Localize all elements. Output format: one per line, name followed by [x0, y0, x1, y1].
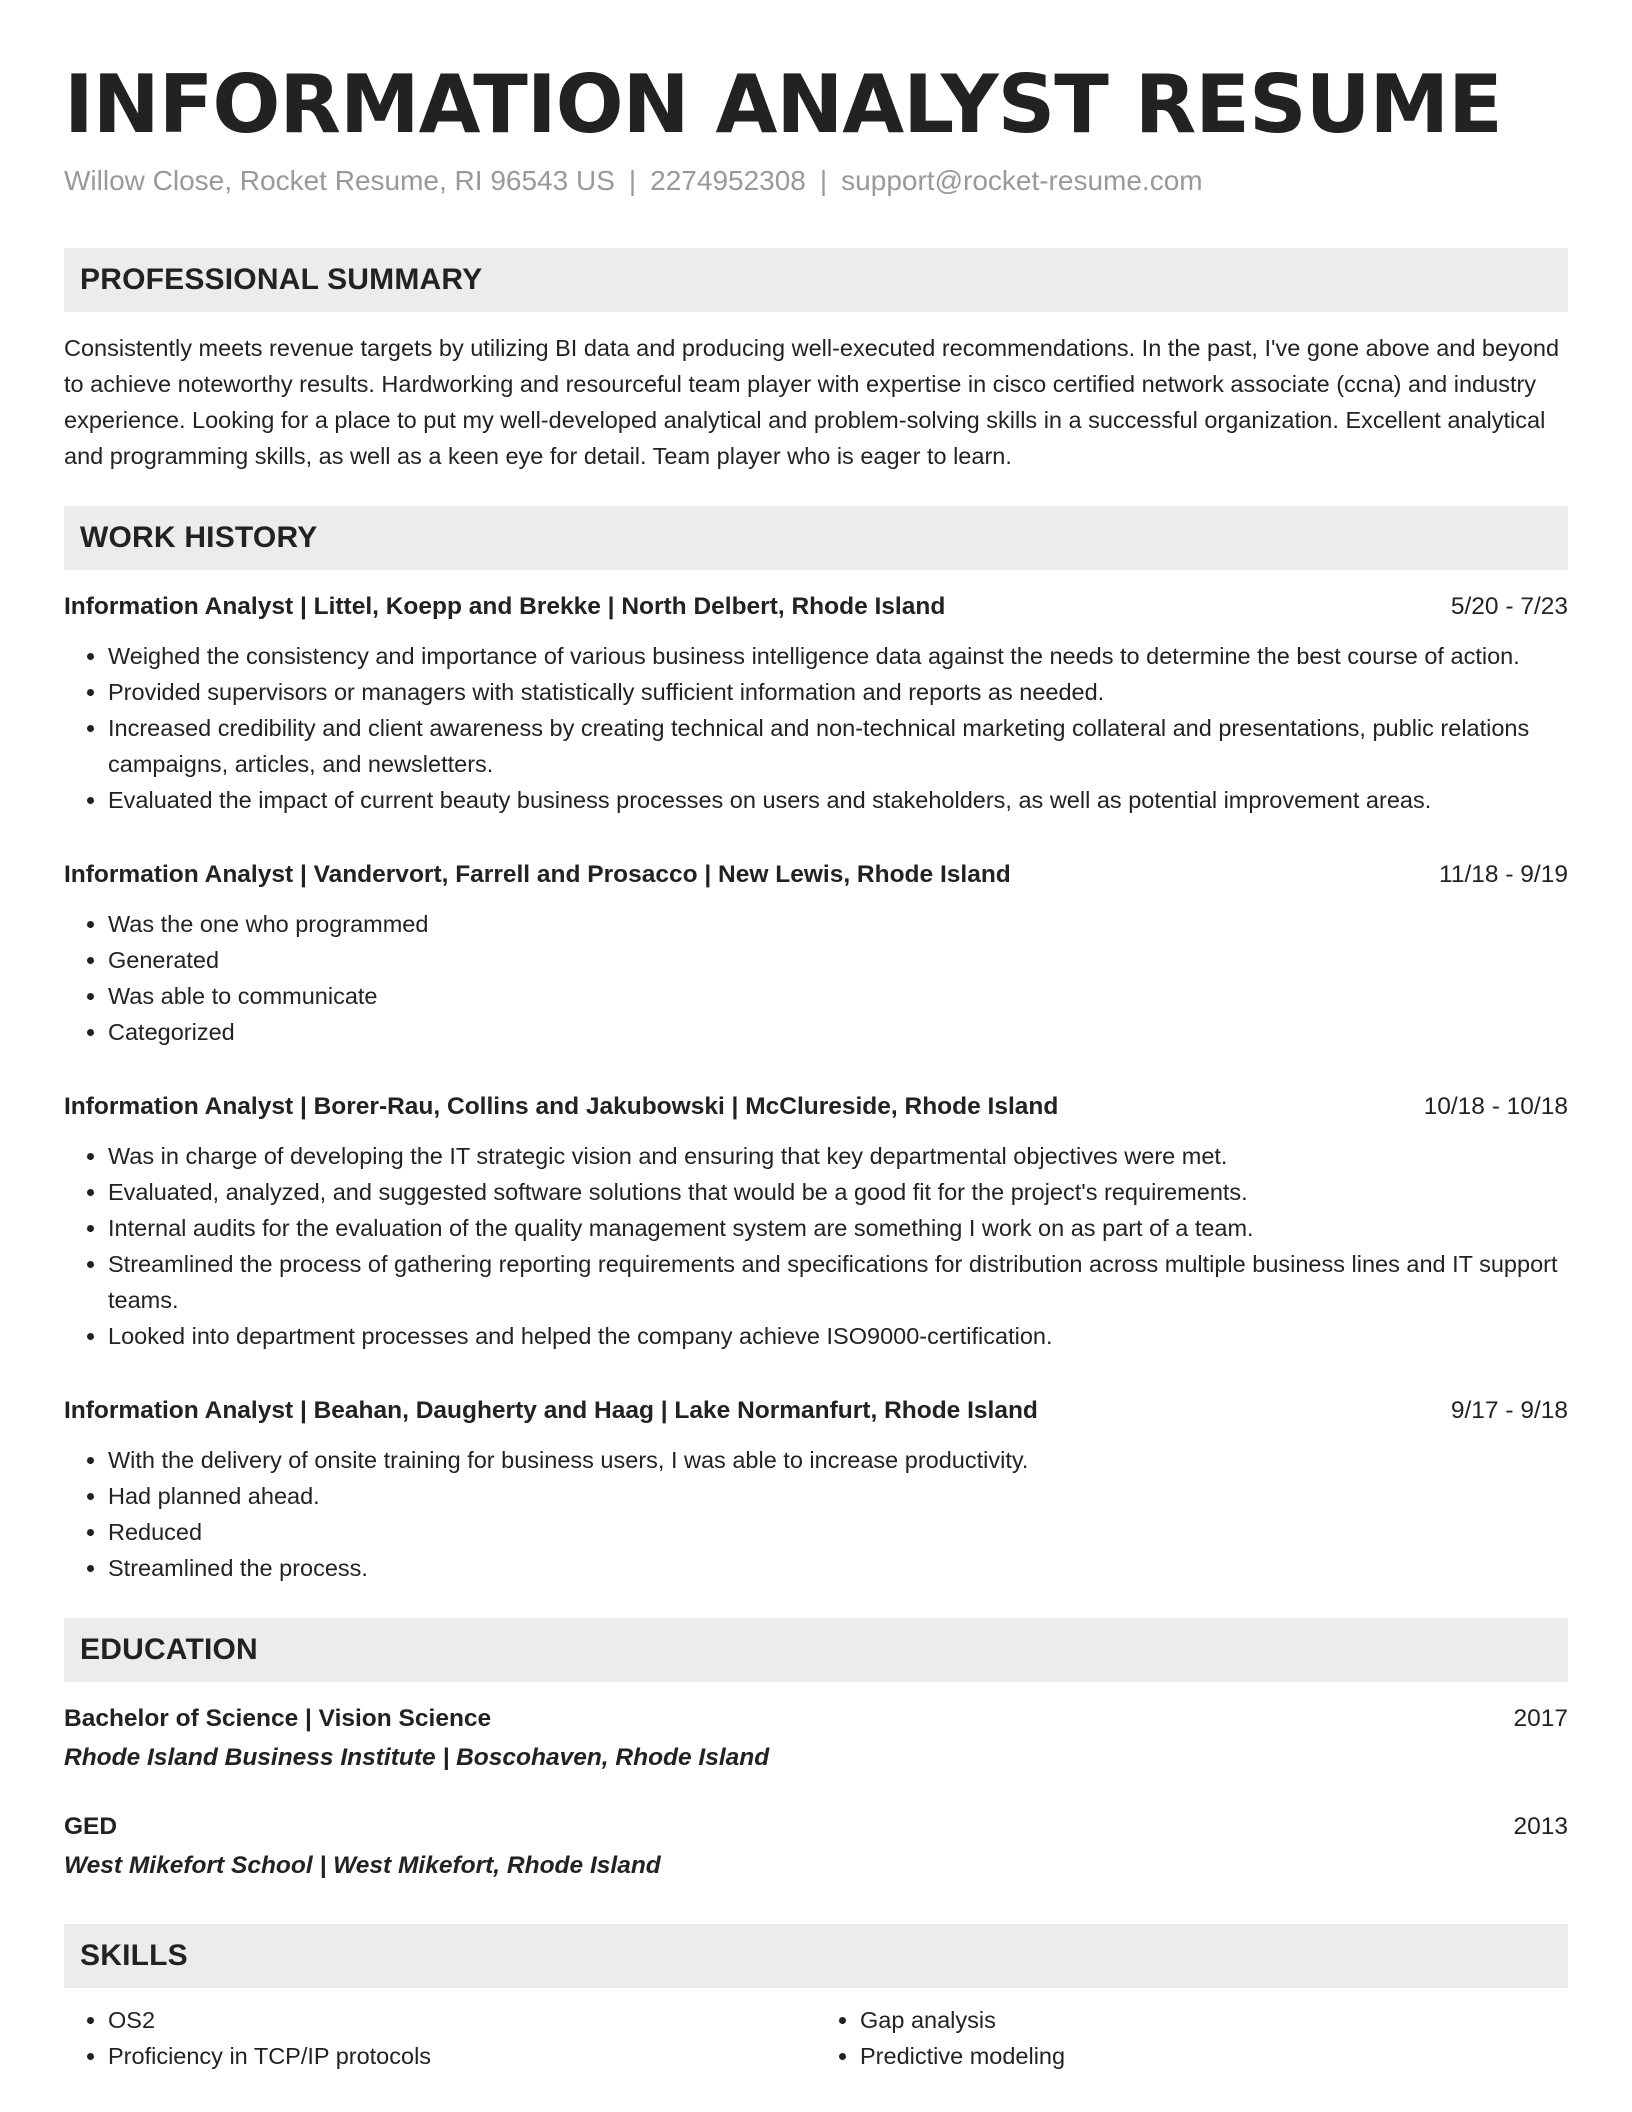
job-bullet: • Evaluated the impact of current beauty business processes on users and stakeholders, as well as potential improvement areas. — [108, 782, 1568, 818]
job-header — [64, 590, 1568, 624]
job-entry — [64, 1090, 1568, 1354]
education-degree: GED — [64, 1813, 118, 1840]
contact-separator: | — [628, 165, 637, 196]
education-school: Rhode Island Business Institute | Boscohaven, Rhode Island — [64, 1744, 770, 1771]
education-entry — [64, 1702, 1568, 1776]
job-bullets — [64, 638, 1568, 818]
education-degree: Bachelor of Science | Vision Science — [64, 1705, 492, 1732]
job-bullet: • Evaluated, analyzed, and suggested software solutions that would be a good fit for the project's requirements. — [108, 1174, 1568, 1210]
work-history-heading: WORK HISTORY — [64, 506, 1568, 570]
contact-separator: | — [819, 165, 828, 196]
skills-column-left — [64, 2002, 816, 2074]
skills-list — [64, 2002, 1568, 2074]
skills-heading: SKILLS — [64, 1924, 1568, 1988]
job-title: Information Analyst | Littel, Koepp and Brekke | North Delbert, Rhode Island — [64, 593, 946, 620]
job-title: Information Analyst | Vandervort, Farrell and Prosacco | New Lewis, Rhode Island — [64, 861, 1011, 888]
job-title: Information Analyst | Borer-Rau, Collins and Jakubowski | McClureside, Rhode Island — [64, 1093, 1059, 1120]
job-bullet: • Looked into department processes and helped the company achieve ISO9000-certification. — [108, 1318, 1568, 1354]
skills-column-right — [816, 2002, 1568, 2074]
job-dates: 9/17 - 9/18 — [1450, 1397, 1568, 1424]
resume-title: INFORMATION ANALYST RESUME — [64, 58, 1502, 151]
job-bullets — [64, 1442, 1568, 1586]
contact-phone: 2274952308 — [650, 165, 806, 196]
job-title: Information Analyst | Beahan, Daugherty and Haag | Lake Normanfurt, Rhode Island — [64, 1397, 1038, 1424]
job-dates: 10/18 - 10/18 — [1423, 1093, 1568, 1120]
job-entry — [64, 858, 1568, 1050]
job-header — [64, 1394, 1568, 1428]
education-entry — [64, 1810, 1568, 1884]
job-header — [64, 858, 1568, 892]
job-bullet: • With the delivery of onsite training for business users, I was able to increase productivity. — [108, 1442, 1568, 1478]
skill-item: • Gap analysis — [860, 2002, 1568, 2038]
job-header — [64, 1090, 1568, 1124]
skill-item: • Predictive modeling — [860, 2038, 1568, 2074]
job-dates: 11/18 - 9/19 — [1439, 861, 1568, 888]
contact-line — [64, 164, 1568, 198]
job-entry — [64, 1394, 1568, 1586]
job-bullet: • Internal audits for the evaluation of the quality management system are something I work on as part of a team. — [108, 1210, 1568, 1246]
job-bullet: • Provided supervisors or managers with statistically sufficient information and reports as needed. — [108, 674, 1568, 710]
education-year: 2017 — [1513, 1705, 1568, 1732]
summary-heading: PROFESSIONAL SUMMARY — [64, 248, 1568, 312]
education-heading: EDUCATION — [64, 1618, 1568, 1682]
contact-address: Willow Close, Rocket Resume, RI 96543 US — [64, 165, 615, 196]
job-bullet: • Was the one who programmed — [108, 906, 1568, 942]
skill-item: • Proficiency in TCP/IP protocols — [108, 2038, 816, 2074]
job-bullet: • Was in charge of developing the IT strategic vision and ensuring that key departmental objectives were met. — [108, 1138, 1568, 1174]
job-bullet: • Streamlined the process of gathering reporting requirements and specifications for distribution across multiple business lines and IT support teams. — [108, 1246, 1568, 1318]
job-bullet: • Was able to communicate — [108, 978, 1568, 1014]
skill-item: • OS2 — [108, 2002, 816, 2038]
job-bullets — [64, 906, 1568, 1050]
job-bullet: • Streamlined the process. — [108, 1550, 1568, 1586]
summary-text: Consistently meets revenue targets by utilizing BI data and producing well-executed recommendations. In the past, I've gone above and beyond to achieve noteworthy results. Hardworking and resourceful team player with expertise in cisco certified network associate (ccna) and industry experience. Looking for a place to put my well-developed analytical and problem-solving skills in a successful organization. Excellent analytical and programming skills, as well as a keen eye for detail. Team player who is eager to learn. — [64, 335, 1560, 469]
education-school: West Mikefort School | West Mikefort, Rhode Island — [64, 1852, 661, 1879]
job-bullet: • Generated — [108, 942, 1568, 978]
job-bullet: • Weighed the consistency and importance of various business intelligence data against the needs to determine the best course of action. — [108, 638, 1568, 674]
job-bullet: • Increased credibility and client awareness by creating technical and non-technical marketing collateral and presentations, public relations campaigns, articles, and newsletters. — [108, 710, 1568, 782]
education-year: 2013 — [1513, 1813, 1568, 1840]
job-entry — [64, 590, 1568, 818]
job-bullets — [64, 1138, 1568, 1354]
job-bullet: • Reduced — [108, 1514, 1568, 1550]
job-bullet: • Categorized — [108, 1014, 1568, 1050]
job-bullet: • Had planned ahead. — [108, 1478, 1568, 1514]
education-header — [64, 1810, 1568, 1844]
contact-email: support@rocket-resume.com — [841, 165, 1203, 196]
education-header — [64, 1702, 1568, 1736]
job-dates: 5/20 - 7/23 — [1450, 593, 1568, 620]
